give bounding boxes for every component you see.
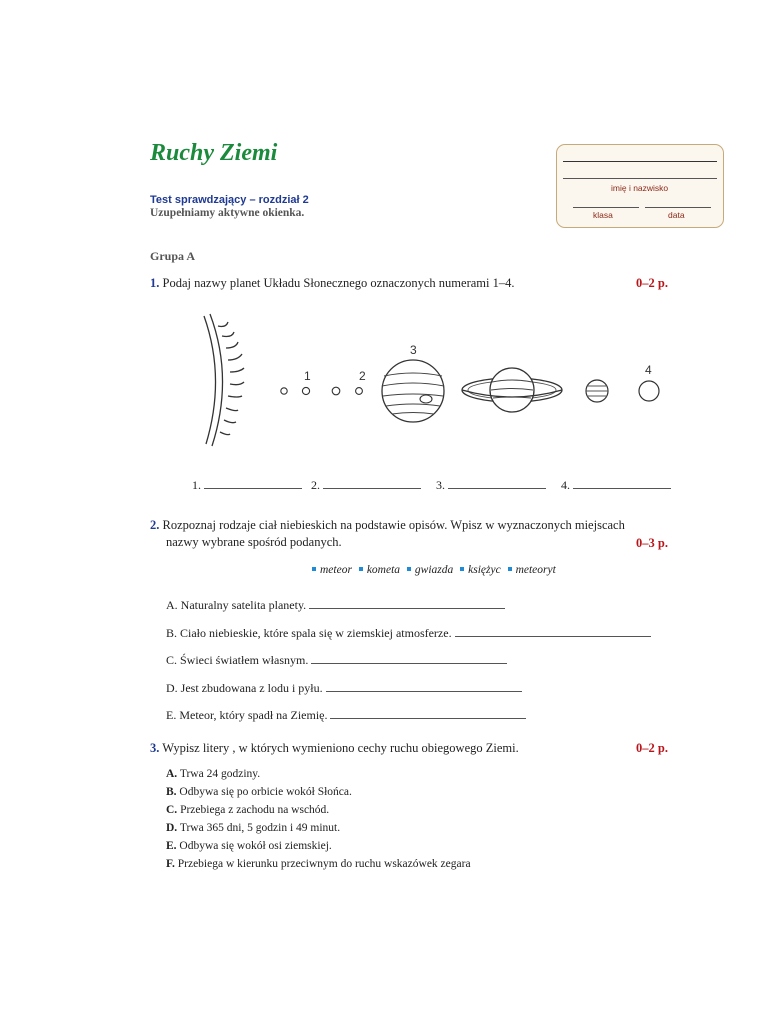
page-title: Ruchy Ziemi: [150, 140, 278, 166]
word-ksiezyc: księżyc: [468, 564, 501, 576]
class-label: klasa: [593, 210, 613, 220]
q2-blank-a[interactable]: [309, 598, 505, 609]
q3-option-b[interactable]: [166, 786, 352, 798]
planet-neptune-icon: [639, 381, 659, 401]
question-3: [150, 741, 519, 756]
planet-saturn-icon: [462, 368, 562, 412]
q2-item-e-text: E. Meteor, który spadł na Ziemię.: [166, 708, 328, 722]
planet-label-4: 4: [645, 363, 652, 377]
question-2-text-line1: Rozpoznaj rodzaje ciał niebieskich na podstawie opisów. Wpisz w wyznaczonych miejscach: [162, 518, 625, 532]
word-kometa: kometa: [366, 564, 401, 576]
q2-item-e: [166, 708, 526, 723]
q2-item-b: [166, 626, 651, 641]
q3-option-d-text: Trwa 365 dni, 5 godzin i 49 minut.: [179, 822, 341, 834]
q3-option-e[interactable]: [166, 840, 332, 852]
q3-option-f-text: Przebiega w kierunku przeciwnym do ruchu wskazówek zegara: [177, 858, 471, 870]
instruction: Uzupełniamy aktywne okienka.: [150, 207, 305, 219]
answer-number-1: 1.: [192, 478, 201, 492]
q3-option-d-letter: D.: [166, 822, 178, 834]
planet-label-3: 3: [410, 343, 417, 357]
word-gwiazda: gwiazda: [414, 564, 454, 576]
question-3-text: Wypisz litery , w których wymieniono cechy ruchu obiegowego Ziemi.: [162, 741, 519, 755]
answer-number-2: 2.: [311, 478, 320, 492]
date-label: data: [668, 210, 685, 220]
q2-blank-b[interactable]: [455, 626, 651, 637]
answer-row-3: [436, 478, 546, 493]
q2-item-a-text: A. Naturalny satelita planety.: [166, 598, 307, 612]
q2-item-c-text: C. Świeci światłem własnym.: [166, 653, 309, 667]
q3-option-f-letter: F.: [166, 858, 175, 870]
q3-option-a-text: Trwa 24 godziny.: [179, 768, 261, 780]
q3-option-a[interactable]: [166, 768, 260, 780]
q2-blank-c[interactable]: [311, 653, 507, 664]
answer-blank-3[interactable]: [448, 478, 546, 489]
q2-item-d-text: D. Jest zbudowana z lodu i pyłu.: [166, 681, 323, 695]
group-label: Grupa A: [150, 249, 196, 263]
q3-option-c-text: Przebiega z zachodu na wschód.: [180, 804, 330, 816]
question-1: [150, 276, 514, 291]
q2-item-d: [166, 681, 522, 696]
answer-blank-2[interactable]: [323, 478, 421, 489]
answer-blank-4[interactable]: [573, 478, 671, 489]
question-1-text: Podaj nazwy planet Układu Słonecznego oznaczonych numerami 1–4.: [162, 276, 515, 290]
class-line[interactable]: [573, 207, 639, 208]
answer-number-4: 4.: [561, 478, 570, 492]
test-subtitle: Test sprawdzający – rozdział 2: [150, 194, 309, 206]
q3-option-b-text: Odbywa się po orbicie wokół Słońca.: [179, 786, 352, 798]
q3-option-c[interactable]: [166, 804, 329, 816]
question-2-number: 2.: [150, 518, 160, 532]
q2-item-a: [166, 598, 505, 613]
question-3-points: 0–2 p.: [636, 741, 668, 755]
answer-blank-1[interactable]: [204, 478, 302, 489]
planet-jupiter-icon: [382, 360, 444, 422]
q3-option-b-letter: B.: [166, 786, 177, 798]
planet-label-1: 1: [304, 369, 311, 383]
q3-option-f[interactable]: [166, 858, 471, 870]
q2-blank-d[interactable]: [326, 681, 522, 692]
planet-mercury-icon: [281, 388, 287, 394]
q3-option-a-letter: A.: [166, 768, 178, 780]
word-meteor: meteor: [320, 564, 352, 576]
question-2-points: 0–3 p.: [636, 536, 668, 550]
word-meteoryt: meteoryt: [515, 564, 556, 576]
answer-row-1: [192, 478, 302, 493]
planet-venus-icon: [302, 387, 309, 394]
planet-uranus-icon: [586, 380, 608, 402]
student-info-box: [556, 144, 724, 228]
question-1-number: 1.: [150, 276, 160, 290]
planet-mars-icon: [356, 388, 363, 395]
planet-label-2: 2: [359, 369, 366, 383]
q3-option-d[interactable]: [166, 822, 340, 834]
question-3-number: 3.: [150, 741, 160, 755]
question-2: [150, 518, 690, 533]
question-2-line2: nazwy wybrane spośród podanych.: [166, 535, 342, 549]
answer-number-3: 3.: [436, 478, 445, 492]
sun-icon: [204, 314, 244, 446]
q2-item-c: [166, 653, 507, 668]
name-line-1[interactable]: [563, 161, 717, 162]
q2-blank-e[interactable]: [330, 708, 526, 719]
q3-option-c-letter: C.: [166, 804, 178, 816]
word-bank: [308, 564, 556, 576]
answer-row-2: [311, 478, 421, 493]
q2-item-b-text: B. Ciało niebieskie, które spala się w ziemskiej atmosferze.: [166, 626, 452, 640]
solar-system-diagram: [196, 308, 686, 448]
date-line[interactable]: [645, 207, 711, 208]
planet-earth-icon: [332, 387, 340, 395]
question-1-points: 0–2 p.: [636, 276, 668, 290]
name-line-2[interactable]: [563, 178, 717, 179]
q3-option-e-text: Odbywa się wokół osi ziemskiej.: [179, 840, 332, 852]
answer-row-4: [561, 478, 671, 493]
name-label: imię i nazwisko: [611, 183, 669, 193]
q3-option-e-letter: E.: [166, 840, 177, 852]
